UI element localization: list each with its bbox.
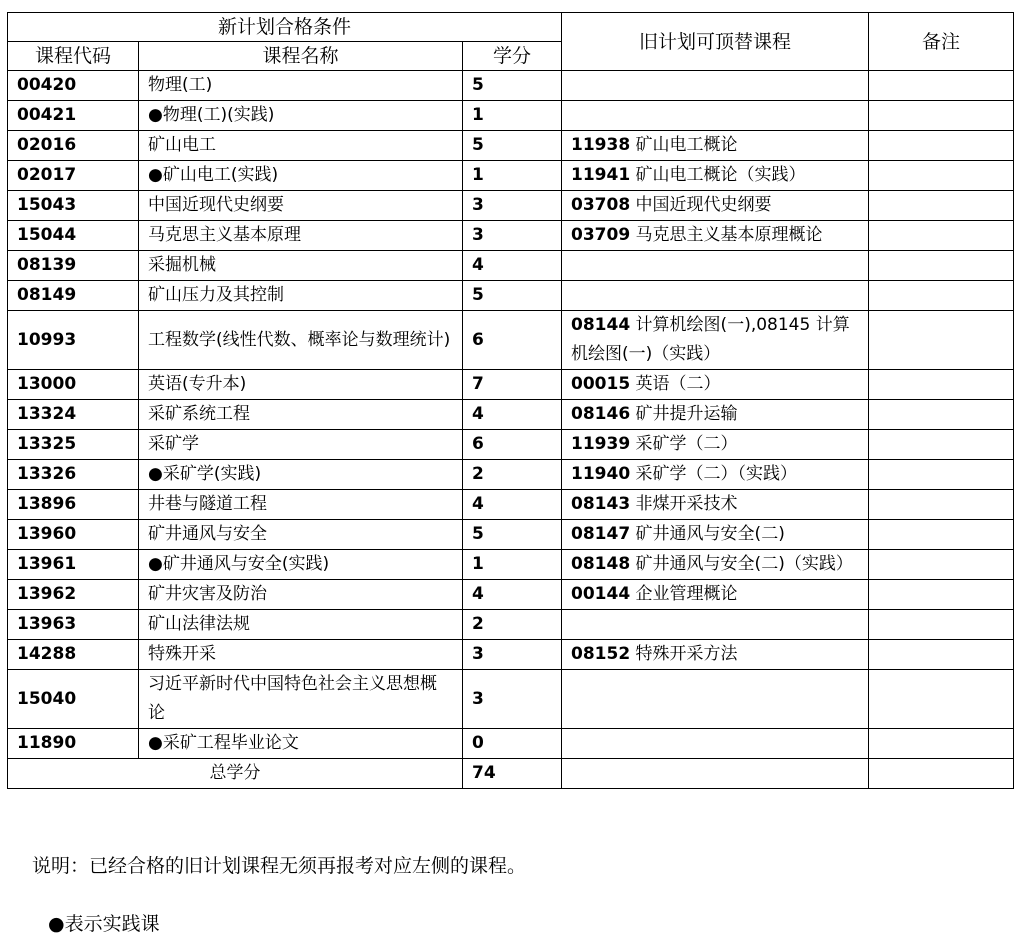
old-course-code: 11938 xyxy=(571,135,631,155)
old-course-cell xyxy=(562,580,869,610)
credits-cell: 0 xyxy=(463,729,562,759)
old-course-cell xyxy=(562,400,869,430)
old-course-code: 11940 xyxy=(571,464,631,484)
old-course-cell xyxy=(562,610,869,640)
course-name-cell: 矿山压力及其控制 xyxy=(139,281,463,311)
remark-cell xyxy=(869,400,1014,430)
course-code-cell: 15043 xyxy=(8,191,139,221)
old-course-cell xyxy=(562,490,869,520)
course-code-cell: 11890 xyxy=(8,729,139,759)
remark-cell xyxy=(869,490,1014,520)
old-course-name: 特殊开采方法 xyxy=(630,644,738,664)
course-code-cell: 13896 xyxy=(8,490,139,520)
old-course-name: 非煤开采技术 xyxy=(630,494,738,514)
old-course-cell xyxy=(562,729,869,759)
remark-cell xyxy=(869,640,1014,670)
table-row xyxy=(8,131,1014,161)
course-code-cell: 13326 xyxy=(8,460,139,490)
table-row xyxy=(8,520,1014,550)
course-name-cell: 英语(专升本) xyxy=(139,370,463,400)
course-name-cell: 特殊开采 xyxy=(139,640,463,670)
credits-cell: 1 xyxy=(463,550,562,580)
credits-cell: 5 xyxy=(463,281,562,311)
course-code-cell: 08149 xyxy=(8,281,139,311)
old-course-cell xyxy=(562,311,869,370)
old-course-cell xyxy=(562,640,869,670)
old-course-cell xyxy=(562,161,869,191)
old-course-code: 11941 xyxy=(571,165,631,185)
table-row xyxy=(8,490,1014,520)
course-name-cell: 矿山法律法规 xyxy=(139,610,463,640)
table-row xyxy=(8,550,1014,580)
practice-legend-note: ●表示实践课 xyxy=(48,913,160,935)
course-code-cell: 13000 xyxy=(8,370,139,400)
course-name-cell: 矿井通风与安全 xyxy=(139,520,463,550)
course-code-cell: 00421 xyxy=(8,101,139,131)
old-course-code: 00144 xyxy=(571,584,631,604)
total-credits-value: 74 xyxy=(463,759,562,789)
old-course-code: 08143 xyxy=(571,494,631,514)
credits-cell: 6 xyxy=(463,311,562,370)
credits-cell: 5 xyxy=(463,131,562,161)
old-course-code: 03708 xyxy=(571,195,631,215)
course-name-cell: 采掘机械 xyxy=(139,251,463,281)
credits-cell: 3 xyxy=(463,191,562,221)
old-course-cell xyxy=(562,370,869,400)
course-code-cell: 13963 xyxy=(8,610,139,640)
course-code-cell: 13961 xyxy=(8,550,139,580)
course-code-cell: 13962 xyxy=(8,580,139,610)
course-name-header: 课程名称 xyxy=(139,42,463,71)
course-name-cell: 中国近现代史纲要 xyxy=(139,191,463,221)
credits-header: 学分 xyxy=(463,42,562,71)
table-row xyxy=(8,370,1014,400)
old-course-name: 矿井通风与安全(二)（实践） xyxy=(630,554,853,574)
old-course-code: 08148 xyxy=(571,554,631,574)
old-course-code: 11939 xyxy=(571,434,631,454)
remark-cell xyxy=(869,101,1014,131)
course-code-cell: 14288 xyxy=(8,640,139,670)
credits-cell: 1 xyxy=(463,101,562,131)
remark-cell xyxy=(869,191,1014,221)
course-code-cell: 02017 xyxy=(8,161,139,191)
total-row xyxy=(8,759,1014,789)
old-course-name: 矿井通风与安全(二) xyxy=(630,524,785,544)
course-name-cell: 工程数学(线性代数、概率论与数理统计) xyxy=(139,311,463,370)
old-course-cell xyxy=(562,221,869,251)
new-plan-header: 新计划合格条件 xyxy=(8,13,562,42)
course-name-cell: ●物理(工)(实践) xyxy=(139,101,463,131)
remark-cell xyxy=(869,520,1014,550)
course-code-cell: 15044 xyxy=(8,221,139,251)
course-name-cell: ●采矿学(实践) xyxy=(139,460,463,490)
old-course-cell xyxy=(562,430,869,460)
course-name-cell: ●矿井通风与安全(实践) xyxy=(139,550,463,580)
old-course-cell xyxy=(562,191,869,221)
old-course-name: 英语（二） xyxy=(630,374,721,394)
course-name-cell: 井巷与隧道工程 xyxy=(139,490,463,520)
course-replacement-table xyxy=(7,12,1014,789)
old-course-cell xyxy=(562,460,869,490)
remark-cell xyxy=(869,161,1014,191)
old-course-code: 08147 xyxy=(571,524,631,544)
course-name-cell: 物理(工) xyxy=(139,71,463,101)
explanation-note: 说明：已经合格的旧计划课程无须再报考对应左侧的课程。 xyxy=(32,855,527,877)
credits-cell: 3 xyxy=(463,670,562,729)
credits-cell: 3 xyxy=(463,221,562,251)
credits-cell: 4 xyxy=(463,580,562,610)
table-row xyxy=(8,221,1014,251)
remark-cell xyxy=(869,221,1014,251)
course-code-cell: 13325 xyxy=(8,430,139,460)
credits-cell: 7 xyxy=(463,370,562,400)
table-row xyxy=(8,460,1014,490)
old-course-name: 中国近现代史纲要 xyxy=(630,195,772,215)
table-row xyxy=(8,580,1014,610)
table-row xyxy=(8,430,1014,460)
credits-cell: 2 xyxy=(463,460,562,490)
course-name-cell: 矿山电工 xyxy=(139,131,463,161)
remark-cell xyxy=(869,580,1014,610)
table-row xyxy=(8,400,1014,430)
remark-cell xyxy=(869,131,1014,161)
table-row xyxy=(8,191,1014,221)
credits-cell: 4 xyxy=(463,400,562,430)
course-code-cell: 13960 xyxy=(8,520,139,550)
credits-cell: 5 xyxy=(463,71,562,101)
table-row xyxy=(8,729,1014,759)
remark-cell xyxy=(869,550,1014,580)
old-course-code: 03709 xyxy=(571,225,631,245)
remark-cell xyxy=(869,430,1014,460)
course-name-cell: 习近平新时代中国特色社会主义思想概论 xyxy=(139,670,463,729)
old-course-cell xyxy=(562,550,869,580)
total-credits-label: 总学分 xyxy=(8,759,463,789)
course-rows xyxy=(8,71,1014,789)
old-course-cell xyxy=(562,670,869,729)
course-name-cell: 矿井灾害及防治 xyxy=(139,580,463,610)
remark-cell xyxy=(869,281,1014,311)
old-course-cell xyxy=(562,520,869,550)
table-row xyxy=(8,670,1014,729)
credits-cell: 1 xyxy=(463,161,562,191)
old-course-name: 采矿学（二） xyxy=(630,434,738,454)
table-row xyxy=(8,281,1014,311)
old-course-name: 矿山电工概论（实践） xyxy=(630,165,806,185)
old-course-code: 08152 xyxy=(571,644,631,664)
old-course-cell xyxy=(562,101,869,131)
remark-cell xyxy=(869,460,1014,490)
credits-cell: 6 xyxy=(463,430,562,460)
remark-cell xyxy=(869,71,1014,101)
credits-cell: 4 xyxy=(463,251,562,281)
course-name-cell: 马克思主义基本原理 xyxy=(139,221,463,251)
credits-cell: 5 xyxy=(463,520,562,550)
course-code-cell: 10993 xyxy=(8,311,139,370)
table-row xyxy=(8,610,1014,640)
course-name-cell: 采矿学 xyxy=(139,430,463,460)
remark-cell xyxy=(869,610,1014,640)
old-course-code: 00015 xyxy=(571,374,631,394)
table-row xyxy=(8,101,1014,131)
remarks-header: 备注 xyxy=(869,13,1014,71)
course-code-cell: 15040 xyxy=(8,670,139,729)
remark-cell xyxy=(869,251,1014,281)
old-course-cell xyxy=(562,281,869,311)
credits-cell: 2 xyxy=(463,610,562,640)
course-code-cell: 13324 xyxy=(8,400,139,430)
old-course-name: 马克思主义基本原理概论 xyxy=(630,225,823,245)
credits-cell: 4 xyxy=(463,490,562,520)
course-code-header: 课程代码 xyxy=(8,42,139,71)
old-course-name: 矿井提升运输 xyxy=(630,404,738,424)
total-remark-cell xyxy=(869,759,1014,789)
course-code-cell: 08139 xyxy=(8,251,139,281)
table-row xyxy=(8,251,1014,281)
course-name-cell: ●矿山电工(实践) xyxy=(139,161,463,191)
old-course-name: 计算机绘图(一),08145 计算机绘图(一)（实践） xyxy=(571,315,850,364)
old-course-cell xyxy=(562,131,869,161)
old-course-cell xyxy=(562,251,869,281)
credits-cell: 3 xyxy=(463,640,562,670)
table-row xyxy=(8,161,1014,191)
course-name-cell: ●采矿工程毕业论文 xyxy=(139,729,463,759)
remark-cell xyxy=(869,311,1014,370)
remark-cell xyxy=(869,670,1014,729)
old-plan-header: 旧计划可顶替课程 xyxy=(562,13,869,71)
old-course-name: 矿山电工概论 xyxy=(630,135,738,155)
old-course-code: 08146 xyxy=(571,404,631,424)
remark-cell xyxy=(869,370,1014,400)
course-code-cell: 02016 xyxy=(8,131,139,161)
table-row xyxy=(8,71,1014,101)
old-course-name: 企业管理概论 xyxy=(630,584,738,604)
course-name-cell: 采矿系统工程 xyxy=(139,400,463,430)
old-course-name: 采矿学（二）（实践） xyxy=(630,464,798,484)
course-code-cell: 00420 xyxy=(8,71,139,101)
total-old-course-cell xyxy=(562,759,869,789)
old-course-cell xyxy=(562,71,869,101)
old-course-code: 08144 xyxy=(571,315,631,335)
remark-cell xyxy=(869,729,1014,759)
table-row xyxy=(8,311,1014,370)
table-row xyxy=(8,640,1014,670)
